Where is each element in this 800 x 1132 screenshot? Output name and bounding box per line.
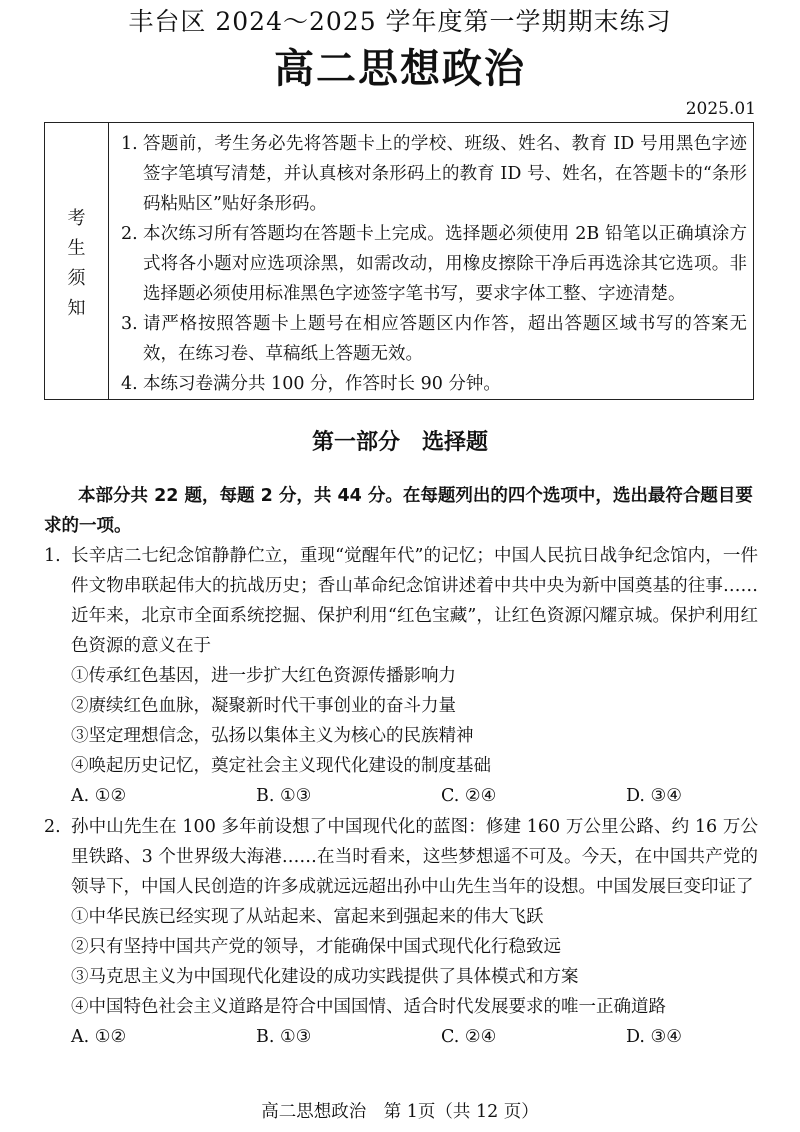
notice-item-text: 本练习卷满分共 100 分，作答时长 90 分钟。 (143, 374, 501, 394)
question-statement: ④唤起历史记忆，奠定社会主义现代化建设的制度基础 (71, 756, 491, 776)
question-stem (44, 812, 758, 902)
section-title: 第一部分 选择题 (311, 430, 488, 455)
option-d[interactable]: D. ③④ (626, 1027, 682, 1047)
exam-date: 2025.01 (685, 99, 756, 119)
question-statement: ③坚定理想信念，弘扬以集体主义为核心的民族精神 (71, 726, 474, 746)
notice-label (45, 123, 109, 399)
notice-item (121, 129, 747, 219)
page-footer: 高二思想政治 第 1页（共 12 页） (261, 1102, 539, 1122)
question-number: 2. (44, 817, 61, 837)
question-number: 1. (44, 546, 61, 566)
notice-label-char: 生 (67, 238, 86, 259)
answer-options (44, 1022, 758, 1052)
answer-options (44, 781, 758, 811)
option-a[interactable]: A. ①② (71, 786, 127, 806)
exam-name: 丰台区 2024～2025 学年度第一学期期末练习 (128, 7, 672, 36)
question-stem (44, 541, 758, 661)
notice-list (109, 123, 753, 399)
notice-item-number: 2. (121, 224, 138, 244)
notice-label-char: 考 (67, 208, 86, 229)
notice-label-char: 知 (67, 298, 86, 319)
notice-box (44, 122, 754, 400)
notice-item-text: 本次练习所有答题均在答题卡上完成。选择题必须使用 2B 铅笔以正确填涂方式将各小题对应选项涂黑，如需改动，用橡皮擦除干净后再选涂其它选项。非选择题必须使用标准黑色字迹签字笔书写，要求字体工整、字迹清楚。 (143, 224, 747, 304)
notice-item-number: 4. (121, 374, 138, 394)
section-intro: 本部分共 22 题，每题 2 分，共 44 分。在每题列出的四个选项中，选出最符合题目要求的一项。 (44, 486, 753, 536)
question-statement: ④中国特色社会主义道路是符合中国国情、适合时代发展要求的唯一正确道路 (71, 997, 666, 1017)
notice-item-number: 3. (121, 314, 138, 334)
option-a[interactable]: A. ①② (71, 1027, 127, 1047)
notice-item (121, 309, 747, 369)
option-d[interactable]: D. ③④ (626, 786, 682, 806)
option-b[interactable]: B. ①③ (256, 1027, 312, 1047)
question-statement: ①传承红色基因，进一步扩大红色资源传播影响力 (71, 666, 456, 686)
page-title: 高二思想政治 (274, 46, 526, 92)
notice-item-number: 1. (121, 134, 138, 154)
question-statement: ③马克思主义为中国现代化建设的成功实践提供了具体模式和方案 (71, 967, 579, 987)
question-statement: ①中华民族已经实现了从站起来、富起来到强起来的伟大飞跃 (71, 907, 544, 927)
question-statement: ②只有坚持中国共产党的领导，才能确保中国式现代化行稳致远 (71, 937, 561, 957)
notice-item (121, 219, 747, 309)
option-c[interactable]: C. ②④ (441, 1027, 497, 1047)
question-text: 孙中山先生在 100 多年前设想了中国现代化的蓝图：修建 160 万公里公路、约 16 万公里铁路、3 个世界级大海港……在当时看来，这些梦想遥不可及。今天，在中国共产党的领导下，中国人民创造的许多成就远远超出孙中山先生当年的设想。中国发展巨变印证了 (71, 817, 758, 897)
question-text: 长辛店二七纪念馆静静伫立，重现“觉醒年代”的记忆；中国人民抗日战争纪念馆内，一件件文物串联起伟大的抗战历史；香山革命纪念馆讲述着中共中央为新中国奠基的往事……近年来，北京市全面系统挖掘、保护利用“红色宝藏”，让红色资源闪耀京城。保护利用红色资源的意义在于 (71, 546, 758, 656)
notice-label-char: 须 (67, 268, 86, 289)
option-b[interactable]: B. ①③ (256, 786, 312, 806)
question-1 (44, 541, 758, 811)
notice-item-text: 请严格按照答题卡上题号在相应答题区内作答，超出答题区域书写的答案无效，在练习卷、草稿纸上答题无效。 (143, 314, 747, 364)
question-statement: ②赓续红色血脉，凝聚新时代干事创业的奋斗力量 (71, 696, 456, 716)
option-c[interactable]: C. ②④ (441, 786, 497, 806)
notice-item-text: 答题前，考生务必先将答题卡上的学校、班级、姓名、教育 ID 号用黑色字迹签字笔填写清楚，并认真核对条形码上的教育 ID 号、姓名，在答题卡的“条形码粘贴区”贴好条形码。 (143, 134, 747, 214)
question-2 (44, 812, 758, 1052)
notice-item (121, 369, 747, 399)
